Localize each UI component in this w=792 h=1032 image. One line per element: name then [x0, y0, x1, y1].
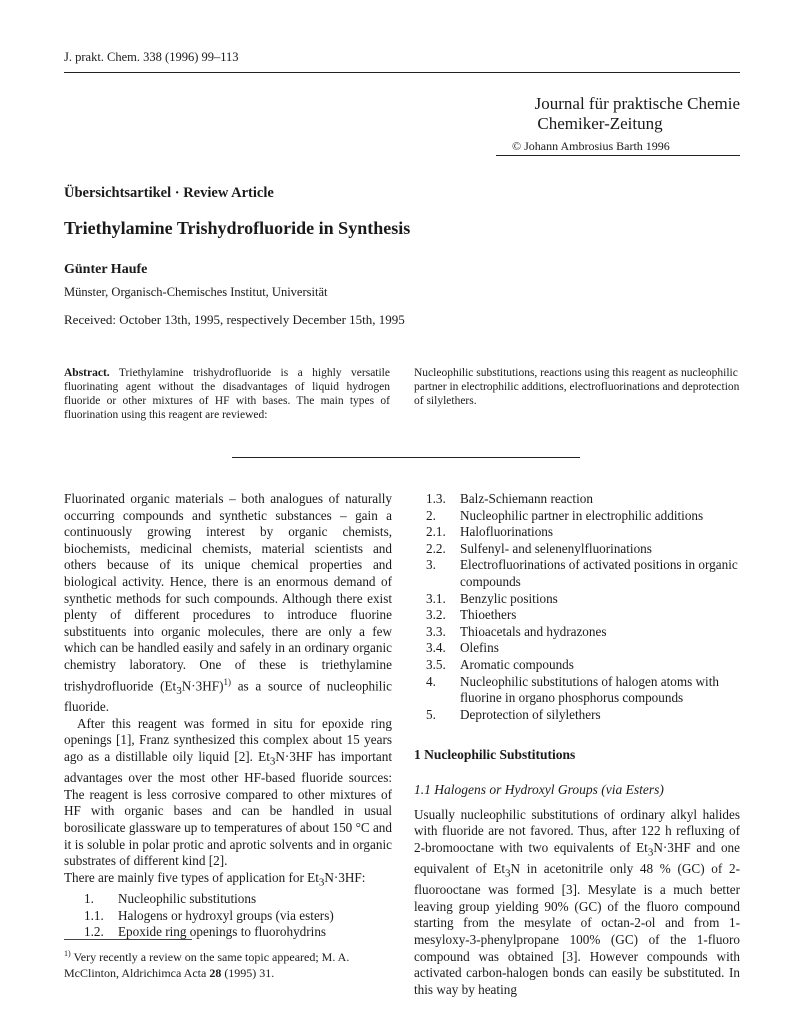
abstract-left [64, 366, 390, 422]
footnote-rule [64, 939, 192, 940]
subsection-heading: 1.1 Halogens or Hydroxyl Groups (via Esters) [414, 781, 664, 797]
abstract-text-right: Nucleophilic substitutions, reactions using this reagent as nucleophilic partner in electrophilic additions, electrofluorinations and deprotection of silylethers. [414, 367, 740, 407]
list-item: 2.1. Halofluorinations [426, 524, 554, 540]
abstract-text-left: Triethylamine trishydrofluoride is a highly versatile fluorinating agent without the disadvantages of liquid hydrogen fluoride or other mixtures of HF with bases. The main types of fluorination using this reagent are reviewed: [64, 367, 390, 421]
journal-title [440, 94, 740, 134]
list-item: 2.2. Sulfenyl- and selenenylfluorinations [426, 540, 652, 556]
abstract-divider [232, 457, 580, 458]
abstract-label: Abstract. [64, 367, 110, 379]
list-item: 5. Deprotection of silylethers [426, 706, 601, 722]
affiliation: Münster, Organisch-Chemisches Institut, Universität [64, 285, 328, 299]
header-rule-top [64, 72, 740, 73]
list-item: 3. Electrofluorinations of activated positions in organic compounds [426, 557, 738, 589]
abstract-right [414, 366, 740, 408]
list-item: 1. Nucleophilic substitutions [84, 890, 257, 906]
intro-paragraph-2: After this reagent was formed in situ for epoxide ring openings [1], Franz synthesized this complex about 15 years ago as a distillable oily liquid [2]. $Et_3N\cdot 3HF$ has important advantages over the most other HF-based fluoride sources: The reagent is less corrosive compared to other mixtures of HF with organic bases and can be handled in usual borosilicate glassware up to temperatures of about 150 °C and it is soluble in polar protic and aprotic solvents and in organic substrates of different kind [2]. [64, 715, 392, 869]
application-list-left [64, 891, 392, 941]
footnote: $^{1)}$ Very recently a review on the same topic appeared; M. A. McClinton, Aldrichimca Acta 28 (1995) 31. [64, 949, 350, 980]
copyright: © Johann Ambrosius Barth 1996 [512, 139, 670, 153]
intro-paragraph-3: There are mainly five types of application for $Et_3N\cdot 3HF$: [64, 869, 366, 889]
list-item: 3.4. Olefins [426, 640, 499, 656]
list-item: 1.2. Epoxide ring openings to fluorohydrins [84, 924, 327, 940]
section-heading: 1 Nucleophilic Substitutions [414, 747, 576, 763]
list-item: 3.1. Benzylic positions [426, 590, 558, 606]
author: Günter Haufe [64, 262, 148, 277]
list-item: 1.1. Halogens or hydroxyl groups (via esters) [84, 907, 334, 923]
application-list-right [414, 491, 740, 723]
body-right-column [414, 491, 740, 998]
received-date: Received: October 13th, 1995, respectively December 15th, 1995 [64, 312, 405, 327]
header-rule-bottom [496, 155, 740, 156]
section-paragraph: Usually nucleophilic substitutions of ordinary alkyl halides with fluoride are not favored. Thus, after 122 h refluxing of 2-bromooctane with two equivalents of $Et_3N\cdot 3HF$ and one equivalent of $Et_3N$ in acetonitrile only 48 % (GC) of 2-fluorooctane was formed [3]. Mesylate is a much better leaving group yielding 90% (GC) of the fluoro compound starting from the mesylate of octan-2-ol and from 1-mesyloxy-3-phenylpropane 100% (GC) of the 1-fluoro compound was obtained [3]. However compounds with activated carbon-halogen bonds can easily be substituted. In this way by heating [414, 806, 740, 997]
paper-title: Triethylamine Trishydrofluoride in Synthesis [64, 218, 411, 238]
running-head: J. prakt. Chem. 338 (1996) 99–113 [64, 50, 239, 64]
journal-title-line2: Chemiker-Zeitung [537, 114, 663, 133]
section-kind: Übersichtsartikel · Review Article [64, 185, 274, 201]
list-item: 2. Nucleophilic partner in electrophilic additions [426, 507, 704, 523]
list-item: 4. Nucleophilic substitutions of halogen atoms with fluorine in organo phosphorus compounds [426, 673, 719, 706]
list-item: 3.5. Aromatic compounds [426, 656, 574, 672]
body-left-column [64, 491, 392, 941]
list-item: 1.3. Balz-Schiemann reaction [426, 491, 593, 506]
intro-paragraph-1: Fluorinated organic materials – both analogues of naturally occurring compounds and synthetic substances – gain a continuously growing interest by organic chemists, biochemists, medicinal chemists, material scientists and others because of its unique chemical properties and biological activity. Hence, there is an enormous demand of synthetic methods for such compounds. Although there exist plenty of different procedures to introduce fluorine substituents into organic molecules, there are only a few which can be handled easily and safely in an ordinary organic chemistry laboratory. One of these is triethylamine trishydrofluoride $(Et_3N\cdot 3HF)^{1)}$ as a source of nucleophilic fluoride. [64, 491, 392, 715]
list-item: 3.2. Thioethers [426, 607, 517, 623]
journal-title-line1: Journal für praktische Chemie [534, 94, 740, 113]
list-item: 3.3. Thioacetals and hydrazones [426, 623, 607, 639]
